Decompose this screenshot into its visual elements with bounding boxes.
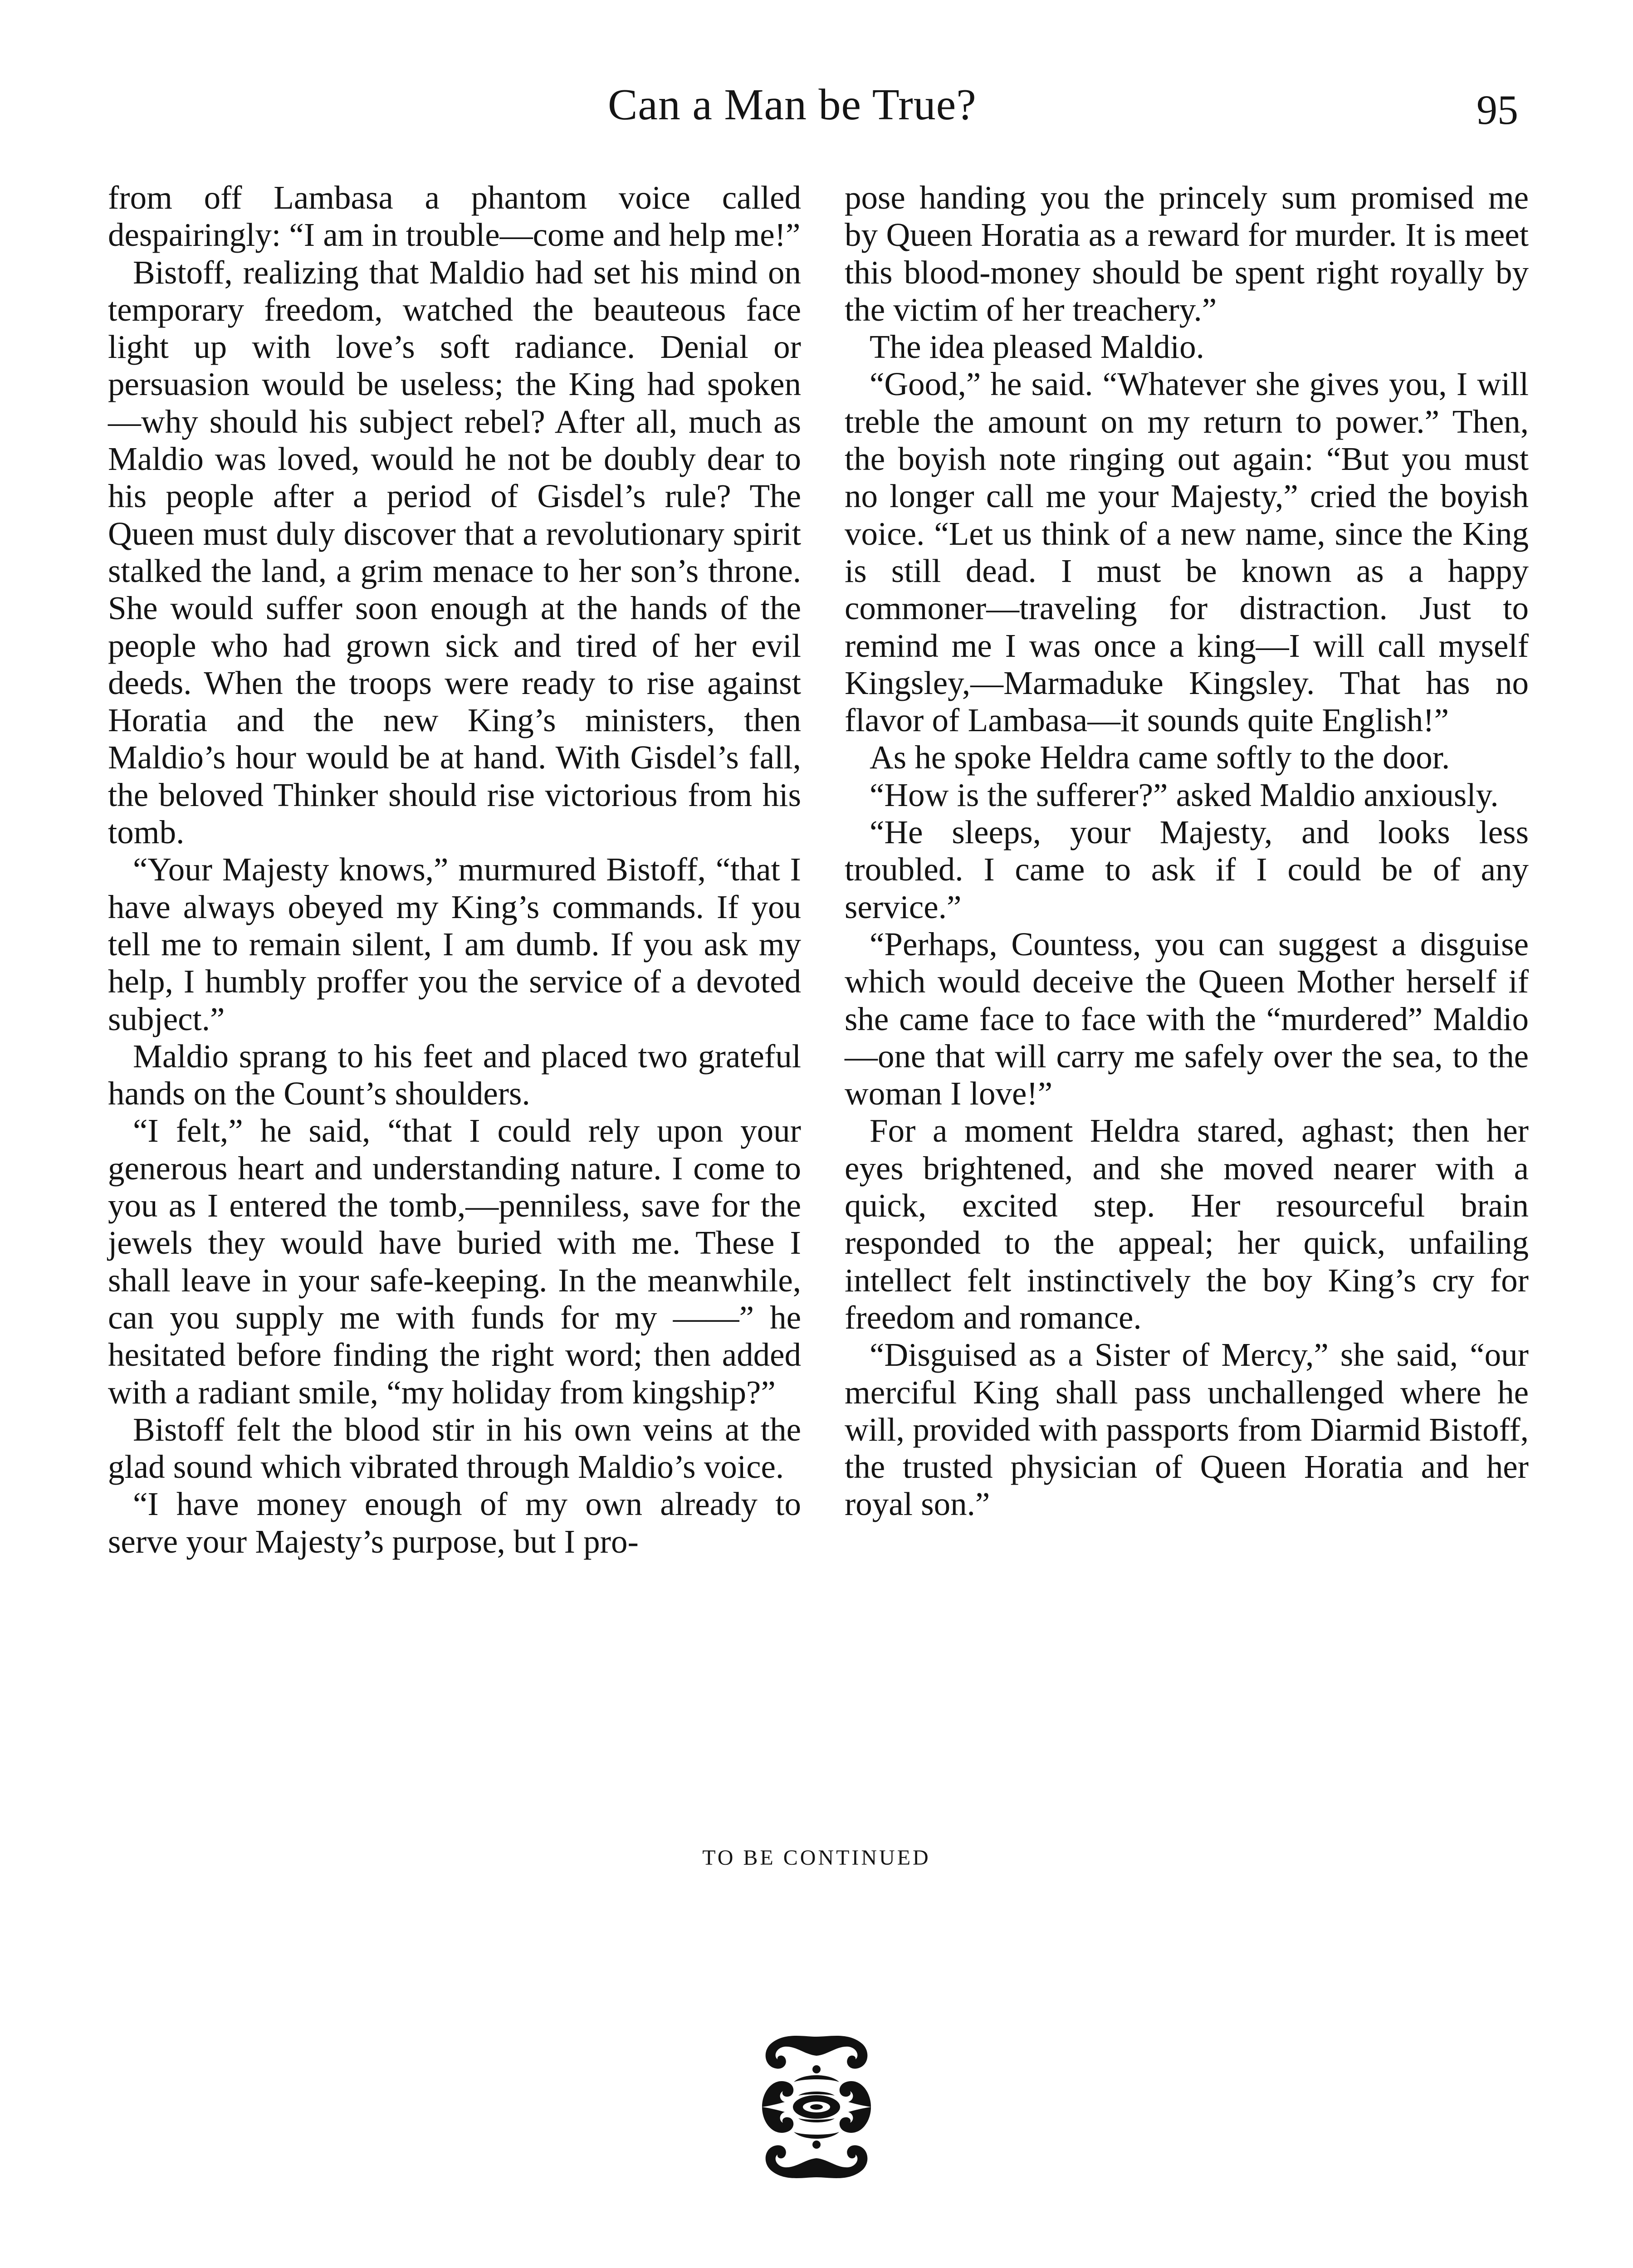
paragraph: Bistoff, realizing that Maldio had set his mind on temporary freedom, watched the beauteous face light up with love’s soft radiance. Denial or persuasion would be useless; the King had spoken—why should his subject rebel? After all, much as Maldio was loved, would he not be doubly dear to his people after a period of Gisdel’s rule? The Queen must duly discover that a revolutionary spirit stalked the land, a grim menace to her son’s throne. She would suffer soon enough at the hands of the people who had grown sick and tired of her evil deeds. When the troops were ready to rise against Horatia and the new King’s ministers, then Maldio’s hour would be at hand. With Gisdel’s fall, the beloved Thinker should rise victorious from his tomb. xyxy=(108,254,801,851)
paragraph: “How is the sufferer?” asked Maldio anxiously. xyxy=(870,776,1499,813)
paragraph: “Good,” he said. “Whatever she gives you, I will treble the amount on my return to power.” Then, the boyish note ringing out again: “But you must no longer call me your Majesty,” cried the boyish voice. “Let us think of a new name, since the King is still dead. I must be known as a happy commoner—traveling for distraction. Just to remind me I was once a king—I will call myself Kingsley,—Marmaduke Kingsley. That has no flavor of Lambasa—it sounds quite English!” xyxy=(845,366,1529,739)
to-be-continued-note: TO BE CONTINUED xyxy=(702,1846,931,1870)
paragraph: “I felt,” he said, “that I could rely upon your generous heart and understanding nature. I come to you as I entered the tomb,—penniless, save for the jewels they would have buried with me. These I shall leave in your safe-keeping. In the meanwhile, can you supply me with funds for my ——” he hesitated before finding the right word; then added with a radiant smile, “my holiday from kingship?” xyxy=(108,1112,801,1411)
paragraph: “Perhaps, Countess, you can suggest a disguise which would deceive the Queen Mother herself if she came face to face with the “murdered” Maldio—one that will carry me safely over the sea, to the woman I love!” xyxy=(845,925,1529,1112)
paragraph: The idea pleased Maldio. xyxy=(870,328,1204,366)
paragraph: “I have money enough of my own already to serve your Majesty’s purpose, but I pro- xyxy=(108,1486,801,1560)
paragraph: As he spoke Heldra came softly to the door. xyxy=(870,739,1450,776)
paragraph: “Your Majesty knows,” murmured Bistoff, “that I have always obeyed my King’s commands. If you tell me to remain silent, I am dumb. If you ask my help, I humbly proffer you the service of a devoted subject.” xyxy=(108,851,801,1037)
right-column xyxy=(845,179,1529,1523)
paragraph: “He sleeps, your Majesty, and looks less troubled. I came to ask if I could be of any service.” xyxy=(845,814,1529,925)
running-title: Can a Man be True? xyxy=(608,80,977,129)
left-column xyxy=(108,179,801,1560)
page-number: 95 xyxy=(1477,87,1518,133)
paragraph: Bistoff felt the blood stir in his own veins at the glad sound which vibrated through Maldio’s voice. xyxy=(108,1411,801,1486)
paragraph: “Disguised as a Sister of Mercy,” she said, “our merciful King shall pass unchallenged where he will, provided with passports from Diarmid Bistoff, the trusted physician of Queen Horatia and her royal son.” xyxy=(845,1336,1529,1523)
paragraph: For a moment Heldra stared, aghast; then her eyes brightened, and she moved nearer with a quick, excited step. Her resourceful brain responded to the appeal; her quick, unfailing intellect felt instinctively the boy King’s cry for freedom and romance. xyxy=(845,1112,1529,1336)
page-header xyxy=(0,79,1633,143)
paragraph: pose handing you the princely sum promised me by Queen Horatia as a reward for murder. It is meet this blood-money should be spent right royally by the victim of her treachery.” xyxy=(845,179,1529,328)
paragraph: from off Lambasa a phantom voice called despairingly: “I am in trouble—come and help me!” xyxy=(108,179,801,254)
floral-tailpiece-ornament-icon xyxy=(753,2028,880,2186)
paragraph: Maldio sprang to his feet and placed two grateful hands on the Count’s shoulders. xyxy=(108,1037,801,1112)
